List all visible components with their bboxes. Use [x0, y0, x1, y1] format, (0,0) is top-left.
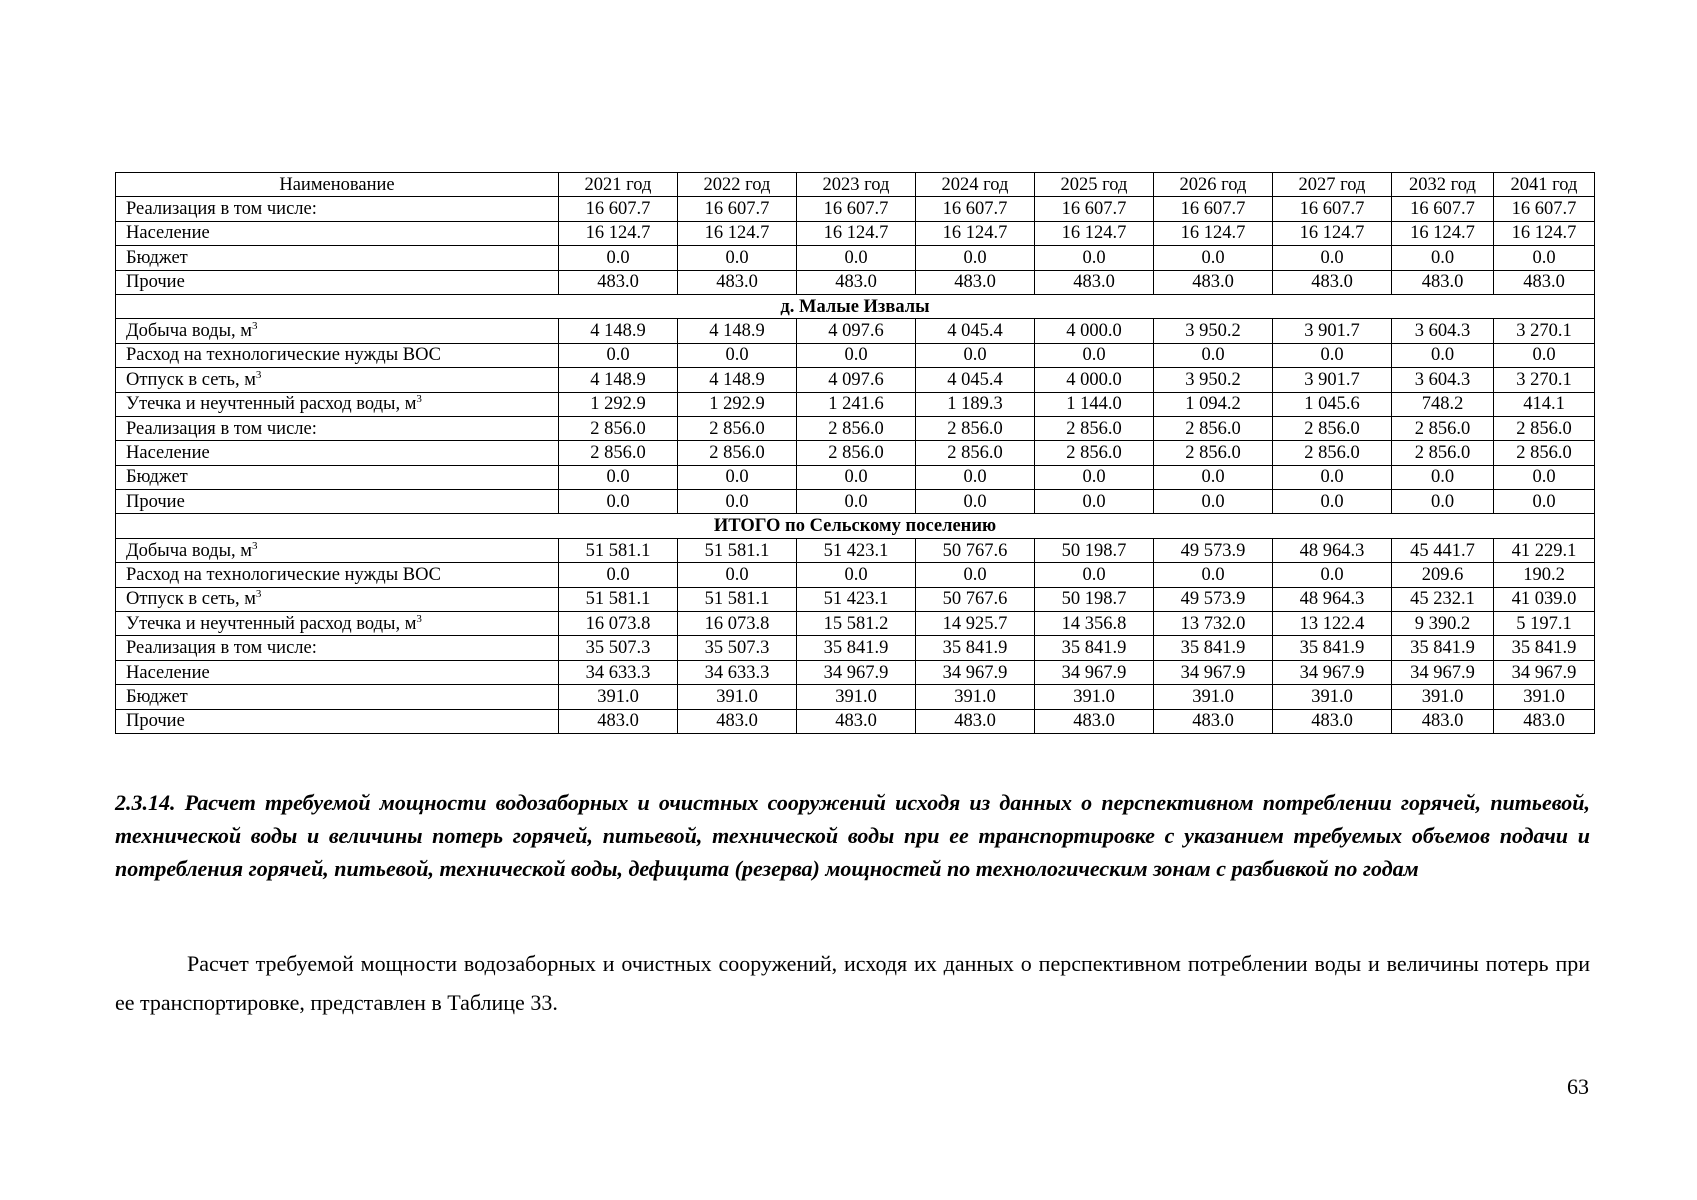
value-cell: 0.0	[559, 246, 678, 270]
value-cell: 2 856.0	[559, 416, 678, 440]
row-label: Отпуск в сеть, м	[126, 589, 256, 610]
row-label-cell	[116, 197, 559, 221]
value-cell: 51 423.1	[797, 587, 916, 611]
value-cell: 13 732.0	[1154, 612, 1273, 636]
value-cell: 4 148.9	[678, 368, 797, 392]
value-cell: 1 241.6	[797, 392, 916, 416]
value-cell: 3 270.1	[1494, 368, 1595, 392]
value-cell: 1 045.6	[1273, 392, 1392, 416]
row-label: Бюджет	[126, 467, 188, 488]
value-cell: 0.0	[797, 490, 916, 514]
row-label: Добыча воды, м	[126, 540, 252, 561]
value-cell: 4 045.4	[916, 319, 1035, 343]
row-label: Прочие	[126, 491, 185, 512]
value-cell: 49 573.9	[1154, 538, 1273, 562]
value-cell: 483.0	[1154, 709, 1273, 733]
value-cell: 0.0	[559, 343, 678, 367]
value-cell: 16 124.7	[1273, 221, 1392, 245]
value-cell: 391.0	[1273, 685, 1392, 709]
table-row	[116, 587, 1595, 611]
value-cell: 0.0	[559, 563, 678, 587]
column-header-year: 2032 год	[1392, 173, 1494, 197]
row-label: Реализация в том числе:	[126, 199, 317, 220]
value-cell: 0.0	[1035, 490, 1154, 514]
value-cell: 1 094.2	[1154, 392, 1273, 416]
value-cell: 0.0	[1035, 563, 1154, 587]
table-row	[116, 197, 1595, 221]
value-cell: 16 607.7	[678, 197, 797, 221]
value-cell: 0.0	[1494, 343, 1595, 367]
value-cell: 49 573.9	[1154, 587, 1273, 611]
value-cell: 483.0	[678, 709, 797, 733]
value-cell: 34 967.9	[1392, 660, 1494, 684]
value-cell: 2 856.0	[1494, 416, 1595, 440]
value-cell: 0.0	[678, 465, 797, 489]
value-cell: 35 841.9	[1154, 636, 1273, 660]
row-label: Бюджет	[126, 686, 188, 707]
value-cell: 0.0	[1273, 246, 1392, 270]
value-cell: 35 841.9	[1392, 636, 1494, 660]
row-label: Утечка и неучтенный расход воды, м	[126, 613, 417, 634]
row-label: Добыча воды, м	[126, 321, 252, 342]
value-cell: 45 232.1	[1392, 587, 1494, 611]
value-cell: 16 607.7	[1154, 197, 1273, 221]
value-cell: 50 767.6	[916, 538, 1035, 562]
value-cell: 483.0	[1392, 709, 1494, 733]
value-cell: 14 356.8	[1035, 612, 1154, 636]
value-cell: 0.0	[1154, 465, 1273, 489]
value-cell: 2 856.0	[1035, 416, 1154, 440]
table-row	[116, 368, 1595, 392]
value-cell: 35 841.9	[1494, 636, 1595, 660]
value-cell: 0.0	[916, 490, 1035, 514]
value-cell: 3 270.1	[1494, 319, 1595, 343]
table-row	[116, 490, 1595, 514]
row-label-cell	[116, 392, 559, 416]
value-cell: 0.0	[1154, 490, 1273, 514]
value-cell: 483.0	[916, 270, 1035, 294]
value-cell: 0.0	[916, 465, 1035, 489]
value-cell: 391.0	[678, 685, 797, 709]
value-cell: 3 604.3	[1392, 368, 1494, 392]
value-cell: 2 856.0	[916, 416, 1035, 440]
value-cell: 0.0	[916, 246, 1035, 270]
unit-superscript: 3	[416, 393, 422, 406]
value-cell: 34 967.9	[1273, 660, 1392, 684]
value-cell: 4 148.9	[559, 319, 678, 343]
value-cell: 483.0	[1273, 709, 1392, 733]
body-paragraph: Расчет требуемой мощности водозаборных и очистных сооружений, исходя их данных о перспективном потреблении воды и величины потерь при ее транспортировке, представлен в Таблице 33.	[115, 951, 1590, 1015]
value-cell: 0.0	[1494, 490, 1595, 514]
value-cell: 4 148.9	[678, 319, 797, 343]
row-label-cell	[116, 660, 559, 684]
value-cell: 1 189.3	[916, 392, 1035, 416]
value-cell: 51 581.1	[678, 587, 797, 611]
row-label-cell	[116, 416, 559, 440]
value-cell: 16 607.7	[1273, 197, 1392, 221]
table-row	[116, 636, 1595, 660]
row-label: Прочие	[126, 711, 185, 732]
value-cell: 4 097.6	[797, 368, 916, 392]
value-cell: 16 607.7	[1494, 197, 1595, 221]
value-cell: 0.0	[678, 343, 797, 367]
row-label: Расход на технологические нужды ВОС	[126, 564, 442, 585]
value-cell: 391.0	[1392, 685, 1494, 709]
value-cell: 51 581.1	[559, 587, 678, 611]
column-header-year: 2022 год	[678, 173, 797, 197]
value-cell: 48 964.3	[1273, 538, 1392, 562]
value-cell: 1 292.9	[678, 392, 797, 416]
table-row	[116, 319, 1595, 343]
column-header-year: 2023 год	[797, 173, 916, 197]
value-cell: 16 607.7	[1035, 197, 1154, 221]
value-cell: 4 148.9	[559, 368, 678, 392]
value-cell: 0.0	[916, 563, 1035, 587]
value-cell: 483.0	[797, 709, 916, 733]
value-cell: 0.0	[1035, 343, 1154, 367]
column-header-name: Наименование	[116, 173, 559, 197]
unit-superscript: 3	[251, 539, 258, 552]
row-label: Население	[126, 662, 210, 683]
unit-superscript: 3	[255, 588, 262, 601]
value-cell: 16 124.7	[1494, 221, 1595, 245]
value-cell: 16 124.7	[1392, 221, 1494, 245]
column-header-year: 2041 год	[1494, 173, 1595, 197]
value-cell: 51 581.1	[559, 538, 678, 562]
value-cell: 483.0	[797, 270, 916, 294]
value-cell: 748.2	[1392, 392, 1494, 416]
value-cell: 2 856.0	[1154, 416, 1273, 440]
value-cell: 16 607.7	[559, 197, 678, 221]
value-cell: 3 604.3	[1392, 319, 1494, 343]
value-cell: 14 925.7	[916, 612, 1035, 636]
value-cell: 4 097.6	[797, 319, 916, 343]
value-cell: 2 856.0	[797, 441, 916, 465]
value-cell: 0.0	[1494, 246, 1595, 270]
row-label-cell	[116, 563, 559, 587]
value-cell: 16 124.7	[797, 221, 916, 245]
row-label-cell	[116, 343, 559, 367]
value-cell: 35 841.9	[1273, 636, 1392, 660]
value-cell: 483.0	[1273, 270, 1392, 294]
value-cell: 0.0	[797, 563, 916, 587]
table-row	[116, 709, 1595, 733]
value-cell: 2 856.0	[1154, 441, 1273, 465]
value-cell: 35 841.9	[1035, 636, 1154, 660]
column-header-year: 2026 год	[1154, 173, 1273, 197]
value-cell: 51 423.1	[797, 538, 916, 562]
value-cell: 483.0	[916, 709, 1035, 733]
value-cell: 3 950.2	[1154, 368, 1273, 392]
value-cell: 3 901.7	[1273, 319, 1392, 343]
value-cell: 16 124.7	[1035, 221, 1154, 245]
value-cell: 0.0	[1392, 490, 1494, 514]
value-cell: 0.0	[797, 343, 916, 367]
value-cell: 209.6	[1392, 563, 1494, 587]
value-cell: 34 967.9	[1035, 660, 1154, 684]
value-cell: 483.0	[1494, 270, 1595, 294]
value-cell: 13 122.4	[1273, 612, 1392, 636]
column-header-year: 2024 год	[916, 173, 1035, 197]
value-cell: 51 581.1	[678, 538, 797, 562]
value-cell: 0.0	[1273, 465, 1392, 489]
value-cell: 483.0	[1392, 270, 1494, 294]
water-balance-table	[115, 172, 1595, 734]
row-label: Бюджет	[126, 247, 188, 268]
value-cell: 483.0	[559, 709, 678, 733]
row-label: Реализация в том числе:	[126, 418, 317, 439]
value-cell: 2 856.0	[916, 441, 1035, 465]
value-cell: 483.0	[1494, 709, 1595, 733]
column-header-year: 2025 год	[1035, 173, 1154, 197]
value-cell: 0.0	[1392, 343, 1494, 367]
value-cell: 35 841.9	[916, 636, 1035, 660]
value-cell: 391.0	[916, 685, 1035, 709]
table-row	[116, 612, 1595, 636]
value-cell: 0.0	[1035, 246, 1154, 270]
value-cell: 16 607.7	[1392, 197, 1494, 221]
value-cell: 48 964.3	[1273, 587, 1392, 611]
value-cell: 16 073.8	[559, 612, 678, 636]
value-cell: 35 507.3	[678, 636, 797, 660]
table-row	[116, 465, 1595, 489]
row-label-cell	[116, 441, 559, 465]
table-body	[116, 197, 1595, 734]
section-row	[116, 514, 1595, 538]
column-header-year: 2027 год	[1273, 173, 1392, 197]
row-label-cell	[116, 319, 559, 343]
value-cell: 35 507.3	[559, 636, 678, 660]
value-cell: 34 967.9	[797, 660, 916, 684]
row-label: Население	[126, 442, 210, 463]
value-cell: 4 000.0	[1035, 368, 1154, 392]
table-row	[116, 270, 1595, 294]
table-header-row	[116, 173, 1595, 197]
value-cell: 1 292.9	[559, 392, 678, 416]
value-cell: 0.0	[1154, 343, 1273, 367]
value-cell: 50 198.7	[1035, 587, 1154, 611]
row-label: Прочие	[126, 272, 185, 293]
table-row	[116, 660, 1595, 684]
value-cell: 0.0	[559, 465, 678, 489]
value-cell: 15 581.2	[797, 612, 916, 636]
row-label: Отпуск в сеть, м	[126, 369, 256, 390]
value-cell: 0.0	[1494, 465, 1595, 489]
table-row	[116, 343, 1595, 367]
table-row	[116, 246, 1595, 270]
value-cell: 35 841.9	[797, 636, 916, 660]
value-cell: 9 390.2	[1392, 612, 1494, 636]
value-cell: 16 073.8	[678, 612, 797, 636]
value-cell: 2 856.0	[1035, 441, 1154, 465]
value-cell: 34 967.9	[1494, 660, 1595, 684]
value-cell: 16 124.7	[1154, 221, 1273, 245]
page-number: 63	[1567, 1074, 1589, 1099]
value-cell: 0.0	[1392, 465, 1494, 489]
row-label-cell	[116, 538, 559, 562]
row-label-cell	[116, 221, 559, 245]
value-cell: 41 229.1	[1494, 538, 1595, 562]
row-label-cell	[116, 612, 559, 636]
table-row	[116, 538, 1595, 562]
value-cell: 0.0	[1154, 246, 1273, 270]
value-cell: 0.0	[916, 343, 1035, 367]
section-heading: 2.3.14. Расчет требуемой мощности водозаборных и очистных сооружений исходя из данных о перспективном потреблении горячей, питьевой, технической воды и величины потерь горячей, питьевой, технической воды при ее транспортировке с указанием требуемых объемов подачи и потребления горячей, питьевой, технической воды, дефицита (резерва) мощностей по технологическим зонам с разбивкой по годам	[115, 790, 1590, 881]
value-cell: 0.0	[678, 490, 797, 514]
value-cell: 2 856.0	[678, 416, 797, 440]
value-cell: 34 633.3	[559, 660, 678, 684]
value-cell: 16 124.7	[916, 221, 1035, 245]
table-row	[116, 221, 1595, 245]
value-cell: 391.0	[797, 685, 916, 709]
value-cell: 0.0	[678, 563, 797, 587]
section-title: д. Малые Извалы	[116, 294, 1595, 318]
value-cell: 1 144.0	[1035, 392, 1154, 416]
value-cell: 16 124.7	[678, 221, 797, 245]
value-cell: 190.2	[1494, 563, 1595, 587]
value-cell: 0.0	[1392, 246, 1494, 270]
value-cell: 3 901.7	[1273, 368, 1392, 392]
table-row	[116, 392, 1595, 416]
row-label-cell	[116, 246, 559, 270]
value-cell: 2 856.0	[1273, 416, 1392, 440]
value-cell: 2 856.0	[559, 441, 678, 465]
value-cell: 34 633.3	[678, 660, 797, 684]
value-cell: 414.1	[1494, 392, 1595, 416]
value-cell: 0.0	[1273, 563, 1392, 587]
row-label-cell	[116, 709, 559, 733]
table-row	[116, 416, 1595, 440]
value-cell: 483.0	[1154, 270, 1273, 294]
value-cell: 0.0	[1273, 490, 1392, 514]
value-cell: 2 856.0	[678, 441, 797, 465]
value-cell: 41 039.0	[1494, 587, 1595, 611]
row-label-cell	[116, 465, 559, 489]
unit-superscript: 3	[416, 612, 422, 625]
value-cell: 483.0	[678, 270, 797, 294]
row-label-cell	[116, 368, 559, 392]
section-title: ИТОГО по Сельскому поселению	[116, 514, 1595, 538]
row-label: Реализация в том числе:	[126, 638, 317, 659]
value-cell: 483.0	[559, 270, 678, 294]
section-row	[116, 294, 1595, 318]
value-cell: 0.0	[1035, 465, 1154, 489]
value-cell: 2 856.0	[797, 416, 916, 440]
value-cell: 0.0	[797, 465, 916, 489]
row-label-cell	[116, 685, 559, 709]
value-cell: 4 000.0	[1035, 319, 1154, 343]
value-cell: 34 967.9	[1154, 660, 1273, 684]
unit-superscript: 3	[255, 368, 262, 381]
unit-superscript: 3	[251, 320, 258, 333]
value-cell: 0.0	[678, 246, 797, 270]
value-cell: 16 607.7	[797, 197, 916, 221]
value-cell: 5 197.1	[1494, 612, 1595, 636]
table-row	[116, 685, 1595, 709]
value-cell: 4 045.4	[916, 368, 1035, 392]
row-label-cell	[116, 270, 559, 294]
value-cell: 50 767.6	[916, 587, 1035, 611]
value-cell: 0.0	[1154, 563, 1273, 587]
row-label-cell	[116, 636, 559, 660]
value-cell: 50 198.7	[1035, 538, 1154, 562]
column-header-year: 2021 год	[559, 173, 678, 197]
value-cell: 0.0	[797, 246, 916, 270]
value-cell: 391.0	[559, 685, 678, 709]
row-label-cell	[116, 490, 559, 514]
row-label: Утечка и неучтенный расход воды, м	[126, 394, 417, 415]
value-cell: 391.0	[1035, 685, 1154, 709]
value-cell: 34 967.9	[916, 660, 1035, 684]
value-cell: 0.0	[1273, 343, 1392, 367]
value-cell: 16 607.7	[916, 197, 1035, 221]
value-cell: 2 856.0	[1392, 441, 1494, 465]
value-cell: 2 856.0	[1494, 441, 1595, 465]
value-cell: 45 441.7	[1392, 538, 1494, 562]
row-label: Расход на технологические нужды ВОС	[126, 345, 442, 366]
value-cell: 3 950.2	[1154, 319, 1273, 343]
value-cell: 2 856.0	[1273, 441, 1392, 465]
row-label: Население	[126, 223, 210, 244]
value-cell: 483.0	[1035, 270, 1154, 294]
value-cell: 2 856.0	[1392, 416, 1494, 440]
row-label-cell	[116, 587, 559, 611]
table-row	[116, 441, 1595, 465]
table-row	[116, 563, 1595, 587]
value-cell: 391.0	[1154, 685, 1273, 709]
value-cell: 0.0	[559, 490, 678, 514]
value-cell: 483.0	[1035, 709, 1154, 733]
value-cell: 391.0	[1494, 685, 1595, 709]
value-cell: 16 124.7	[559, 221, 678, 245]
